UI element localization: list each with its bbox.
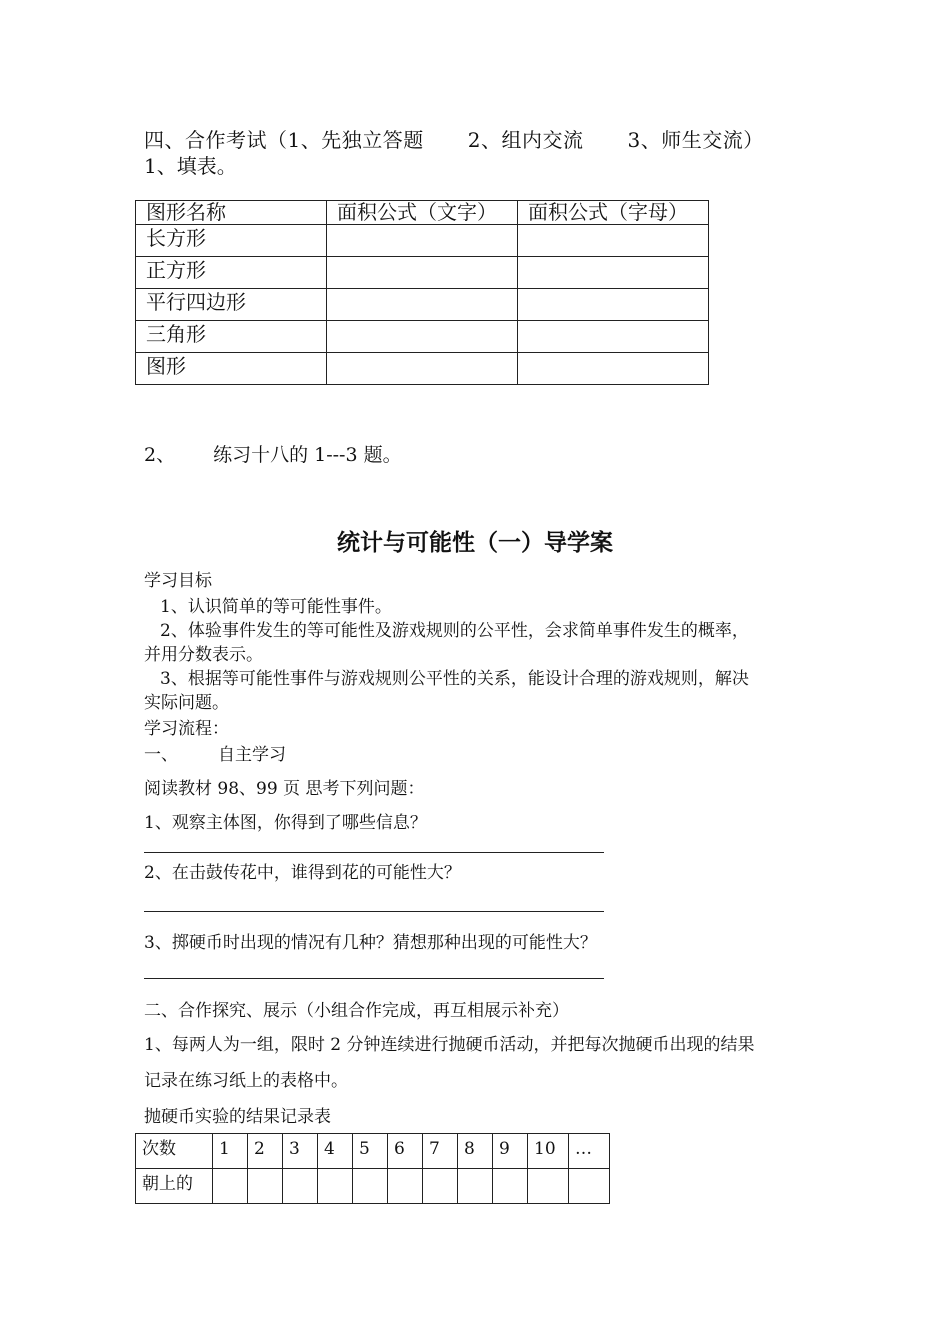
question-2: 2、在击鼓传花中，谁得到花的可能性大？ bbox=[144, 863, 461, 883]
task-1: 1、每两人为一组，限时 2 分钟连续进行抛硬币活动，并把每次抛硬币出现的结果 bbox=[144, 1035, 755, 1055]
blank-cell[interactable] bbox=[353, 1169, 388, 1204]
blank-cell[interactable] bbox=[518, 321, 709, 353]
table-row bbox=[136, 225, 709, 257]
shape-name: 三角形 bbox=[136, 321, 327, 353]
goal-3-cont: 实际问题。 bbox=[144, 693, 229, 713]
blank-cell[interactable] bbox=[458, 1169, 493, 1204]
blank-cell[interactable] bbox=[569, 1169, 610, 1204]
toss-number: 4 bbox=[318, 1134, 353, 1169]
question-3: 3、掷硬币时出现的情况有几种？猜想那种出现的可能性大？ bbox=[144, 933, 597, 953]
table-row bbox=[136, 353, 709, 385]
table-row bbox=[136, 1169, 610, 1204]
blank-cell[interactable] bbox=[327, 225, 518, 257]
answer-line[interactable] bbox=[144, 978, 604, 979]
answer-line[interactable] bbox=[144, 852, 604, 853]
toss-number: 7 bbox=[423, 1134, 458, 1169]
exercise-line: 2、 练习十八的 1---3 题。 bbox=[144, 444, 402, 466]
blank-cell[interactable] bbox=[518, 289, 709, 321]
header-shape-name: 图形名称 bbox=[136, 201, 327, 225]
table-row bbox=[136, 1134, 610, 1169]
blank-cell[interactable] bbox=[327, 257, 518, 289]
shape-name: 长方形 bbox=[136, 225, 327, 257]
question-1: 1、观察主体图，你得到了哪些信息？ bbox=[144, 813, 427, 833]
header-formula-letter: 面积公式（字母） bbox=[518, 201, 709, 225]
reading-instruction: 阅读教材 98、99 页 思考下列问题： bbox=[144, 779, 425, 799]
blank-cell[interactable] bbox=[318, 1169, 353, 1204]
part2-heading: 二、合作探究、展示（小组合作完成，再互相展示补充） bbox=[144, 1001, 569, 1021]
header-formula-text: 面积公式（文字） bbox=[327, 201, 518, 225]
toss-number: 8 bbox=[458, 1134, 493, 1169]
part1-heading: 一、 自主学习 bbox=[144, 745, 286, 765]
table-row bbox=[136, 289, 709, 321]
task-1-cont: 记录在练习纸上的表格中。 bbox=[144, 1071, 348, 1091]
toss-number: 9 bbox=[493, 1134, 528, 1169]
goal-2: 2、体验事件发生的等可能性及游戏规则的公平性，会求简单事件发生的概率， bbox=[160, 621, 749, 641]
row-label-face-up: 朝上的 bbox=[136, 1169, 213, 1204]
goal-3: 3、根据等可能性事件与游戏规则公平性的关系，能设计合理的游戏规则，解决 bbox=[160, 669, 749, 689]
blank-cell[interactable] bbox=[518, 353, 709, 385]
row-label-count: 次数 bbox=[136, 1134, 213, 1169]
table-row bbox=[136, 321, 709, 353]
blank-cell[interactable] bbox=[493, 1169, 528, 1204]
answer-line[interactable] bbox=[144, 911, 604, 912]
shape-name: 平行四边形 bbox=[136, 289, 327, 321]
table-row bbox=[136, 257, 709, 289]
blank-cell[interactable] bbox=[528, 1169, 569, 1204]
flow-label: 学习流程： bbox=[144, 719, 229, 739]
coin-record-table bbox=[135, 1133, 610, 1204]
goals-label: 学习目标 bbox=[144, 571, 212, 591]
blank-cell[interactable] bbox=[327, 353, 518, 385]
area-formula-table bbox=[135, 200, 709, 385]
toss-number: 3 bbox=[283, 1134, 318, 1169]
blank-cell[interactable] bbox=[388, 1169, 423, 1204]
shape-name: 正方形 bbox=[136, 257, 327, 289]
goal-2-cont: 并用分数表示。 bbox=[144, 645, 263, 665]
section-heading: 四、合作考试（1、先独立答题 2、组内交流 3、师生交流） bbox=[144, 128, 764, 152]
blank-cell[interactable] bbox=[248, 1169, 283, 1204]
toss-number: 10 bbox=[528, 1134, 569, 1169]
toss-number: 6 bbox=[388, 1134, 423, 1169]
toss-number-ellipsis: … bbox=[569, 1134, 610, 1169]
blank-cell[interactable] bbox=[518, 257, 709, 289]
table-header-row bbox=[136, 201, 709, 225]
question-fill-table: 1、填表。 bbox=[144, 154, 237, 178]
blank-cell[interactable] bbox=[283, 1169, 318, 1204]
toss-number: 2 bbox=[248, 1134, 283, 1169]
blank-cell[interactable] bbox=[518, 225, 709, 257]
toss-number: 1 bbox=[213, 1134, 248, 1169]
shape-name: 图形 bbox=[136, 353, 327, 385]
blank-cell[interactable] bbox=[213, 1169, 248, 1204]
table-caption: 抛硬币实验的结果记录表 bbox=[144, 1107, 331, 1127]
lesson-title: 统计与可能性（一）导学案 bbox=[337, 530, 613, 556]
blank-cell[interactable] bbox=[327, 289, 518, 321]
goal-1: 1、认识简单的等可能性事件。 bbox=[160, 597, 392, 617]
blank-cell[interactable] bbox=[423, 1169, 458, 1204]
blank-cell[interactable] bbox=[327, 321, 518, 353]
toss-number: 5 bbox=[353, 1134, 388, 1169]
